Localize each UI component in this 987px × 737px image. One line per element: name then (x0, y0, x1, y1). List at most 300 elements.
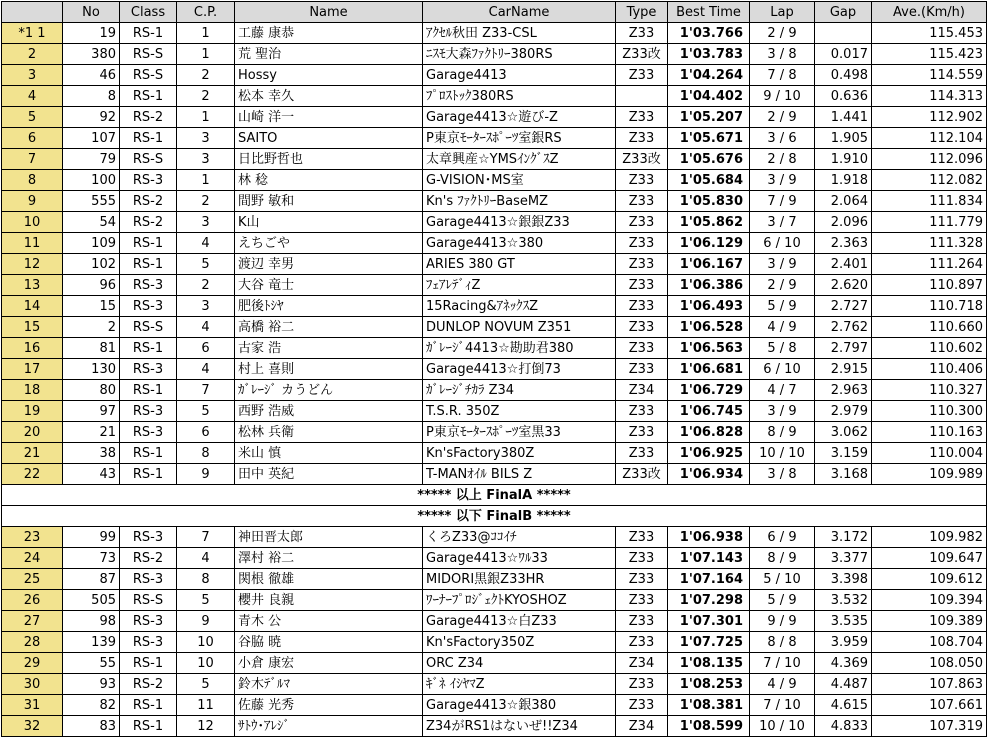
driver-name-cell: 田中 英紀 (235, 464, 423, 485)
position-cell: 14 (2, 296, 63, 317)
table-row (2, 86, 987, 107)
car-name-cell: Garage4413☆ﾜﾙ33 (423, 548, 616, 569)
car-name-cell: Kn's ﾌｧｸﾄﾘｰBaseMZ (423, 191, 616, 212)
position-cell: 27 (2, 611, 63, 632)
table-row (2, 443, 987, 464)
gap-cell: 2.363 (815, 233, 872, 254)
lap-cell: 8 / 9 (750, 422, 815, 443)
best-time-cell: 1'08.599 (668, 716, 750, 737)
table-row (2, 107, 987, 128)
class-cell: RS-3 (120, 611, 177, 632)
car-name-cell: くろZ33@ｺｺｲﾁ (423, 527, 616, 548)
car-number-cell: 93 (63, 674, 120, 695)
type-cell: Z33 (616, 170, 668, 191)
type-cell: Z33 (616, 590, 668, 611)
lap-cell: 3 / 9 (750, 254, 815, 275)
gap-cell: 1.918 (815, 170, 872, 191)
car-name-cell: Kn'sFactory350Z (423, 632, 616, 653)
car-number-cell: 19 (63, 23, 120, 44)
class-position-cell: 6 (177, 422, 235, 443)
car-name-cell: 太章興産☆YMSｲﾝｸﾞｽZ (423, 149, 616, 170)
average-speed-cell: 115.423 (872, 44, 987, 65)
class-position-cell: 2 (177, 86, 235, 107)
car-name-cell: ｷﾞﾈ ｲｼﾔﾏZ (423, 674, 616, 695)
driver-name-cell: 青木 公 (235, 611, 423, 632)
type-cell: Z33 (616, 317, 668, 338)
table-row (2, 275, 987, 296)
col-header-lap: Lap (750, 2, 815, 23)
gap-cell: 4.615 (815, 695, 872, 716)
car-name-cell: ｶﾞﾚｰｼﾞﾁｶﾗ Z34 (423, 380, 616, 401)
gap-cell: 1.910 (815, 149, 872, 170)
average-speed-cell: 115.453 (872, 23, 987, 44)
driver-name-cell: 神田晋太郎 (235, 527, 423, 548)
driver-name-cell: 渡辺 幸男 (235, 254, 423, 275)
class-cell: RS-2 (120, 107, 177, 128)
lap-cell: 4 / 9 (750, 317, 815, 338)
gap-cell: 2.096 (815, 212, 872, 233)
lap-cell: 3 / 8 (750, 44, 815, 65)
final-a-label: ***** 以上 FinalA ***** (2, 485, 987, 506)
col-header-carname: CarName (423, 2, 616, 23)
average-speed-cell: 110.163 (872, 422, 987, 443)
final-a-separator-row (2, 485, 987, 506)
best-time-cell: 1'06.129 (668, 233, 750, 254)
best-time-cell: 1'03.783 (668, 44, 750, 65)
average-speed-cell: 107.863 (872, 674, 987, 695)
lap-cell: 2 / 9 (750, 275, 815, 296)
table-row (2, 212, 987, 233)
lap-cell: 5 / 9 (750, 590, 815, 611)
position-cell: 3 (2, 65, 63, 86)
best-time-cell: 1'05.207 (668, 107, 750, 128)
lap-cell: 4 / 7 (750, 380, 815, 401)
average-speed-cell: 111.264 (872, 254, 987, 275)
car-number-cell: 130 (63, 359, 120, 380)
table-row (2, 149, 987, 170)
average-speed-cell: 112.082 (872, 170, 987, 191)
type-cell: Z33 (616, 674, 668, 695)
class-cell: RS-S (120, 590, 177, 611)
position-cell: 25 (2, 569, 63, 590)
table-row (2, 632, 987, 653)
class-position-cell: 11 (177, 695, 235, 716)
driver-name-cell: 山崎 洋一 (235, 107, 423, 128)
class-position-cell: 8 (177, 569, 235, 590)
col-header-class: Class (120, 2, 177, 23)
class-position-cell: 2 (177, 65, 235, 86)
driver-name-cell: SAITO (235, 128, 423, 149)
car-name-cell: Garage4413☆遊び-Z (423, 107, 616, 128)
type-cell: Z33 (616, 632, 668, 653)
car-name-cell: Garage4413☆打倒73 (423, 359, 616, 380)
car-name-cell: P東京ﾓｰﾀｰｽﾎﾟｰﾂ室銀RS (423, 128, 616, 149)
type-cell: Z33 (616, 65, 668, 86)
best-time-cell: 1'06.828 (668, 422, 750, 443)
lap-cell: 7 / 10 (750, 695, 815, 716)
best-time-cell: 1'05.671 (668, 128, 750, 149)
average-speed-cell: 110.718 (872, 296, 987, 317)
average-speed-cell: 107.661 (872, 695, 987, 716)
car-number-cell: 15 (63, 296, 120, 317)
car-number-cell: 2 (63, 317, 120, 338)
class-position-cell: 5 (177, 401, 235, 422)
average-speed-cell: 110.406 (872, 359, 987, 380)
table-row (2, 548, 987, 569)
average-speed-cell: 110.897 (872, 275, 987, 296)
driver-name-cell: 間野 敏和 (235, 191, 423, 212)
class-position-cell: 6 (177, 338, 235, 359)
gap-cell: 3.377 (815, 548, 872, 569)
best-time-cell: 1'04.402 (668, 86, 750, 107)
class-cell: RS-3 (120, 632, 177, 653)
gap-cell: 1.441 (815, 107, 872, 128)
type-cell: Z33 (616, 128, 668, 149)
car-name-cell: Z34がRS1はないぜ!!Z34 (423, 716, 616, 737)
car-number-cell: 100 (63, 170, 120, 191)
best-time-cell: 1'06.493 (668, 296, 750, 317)
average-speed-cell: 109.612 (872, 569, 987, 590)
class-cell: RS-3 (120, 170, 177, 191)
average-speed-cell: 114.313 (872, 86, 987, 107)
type-cell: Z33 (616, 548, 668, 569)
type-cell: Z33 (616, 569, 668, 590)
type-cell: Z33 (616, 107, 668, 128)
car-number-cell: 109 (63, 233, 120, 254)
lap-cell: 8 / 9 (750, 548, 815, 569)
class-position-cell: 4 (177, 548, 235, 569)
table-row (2, 338, 987, 359)
gap-cell: 3.159 (815, 443, 872, 464)
class-cell: RS-2 (120, 674, 177, 695)
average-speed-cell: 109.389 (872, 611, 987, 632)
lap-cell: 8 / 8 (750, 632, 815, 653)
car-number-cell: 83 (63, 716, 120, 737)
class-position-cell: 7 (177, 527, 235, 548)
position-cell: 13 (2, 275, 63, 296)
car-number-cell: 55 (63, 653, 120, 674)
lap-cell: 6 / 9 (750, 527, 815, 548)
average-speed-cell: 111.779 (872, 212, 987, 233)
class-cell: RS-1 (120, 233, 177, 254)
class-position-cell: 1 (177, 170, 235, 191)
col-header-type: Type (616, 2, 668, 23)
driver-name-cell: 関根 徹雄 (235, 569, 423, 590)
best-time-cell: 1'06.934 (668, 464, 750, 485)
lap-cell: 9 / 10 (750, 86, 815, 107)
class-cell: RS-2 (120, 212, 177, 233)
gap-cell: 3.168 (815, 464, 872, 485)
car-number-cell: 80 (63, 380, 120, 401)
table-row (2, 569, 987, 590)
average-speed-cell: 110.602 (872, 338, 987, 359)
average-speed-cell: 111.328 (872, 233, 987, 254)
car-number-cell: 97 (63, 401, 120, 422)
best-time-cell: 1'07.301 (668, 611, 750, 632)
class-cell: RS-1 (120, 464, 177, 485)
lap-cell: 2 / 9 (750, 23, 815, 44)
average-speed-cell: 108.050 (872, 653, 987, 674)
car-number-cell: 46 (63, 65, 120, 86)
position-cell: 26 (2, 590, 63, 611)
car-name-cell: Kn'sFactory380Z (423, 443, 616, 464)
class-cell: RS-3 (120, 569, 177, 590)
car-number-cell: 102 (63, 254, 120, 275)
class-cell: RS-1 (120, 338, 177, 359)
table-row (2, 695, 987, 716)
best-time-cell: 1'07.164 (668, 569, 750, 590)
driver-name-cell: 肥後ﾄｼﾔ (235, 296, 423, 317)
table-row (2, 170, 987, 191)
car-number-cell: 555 (63, 191, 120, 212)
average-speed-cell: 108.704 (872, 632, 987, 653)
class-cell: RS-1 (120, 380, 177, 401)
best-time-cell: 1'05.676 (668, 149, 750, 170)
average-speed-cell: 110.300 (872, 401, 987, 422)
type-cell: Z33 (616, 212, 668, 233)
driver-name-cell: 工藤 康恭 (235, 23, 423, 44)
driver-name-cell: 高橋 裕二 (235, 317, 423, 338)
class-position-cell: 5 (177, 674, 235, 695)
type-cell: Z33改 (616, 149, 668, 170)
driver-name-cell: 谷脇 暁 (235, 632, 423, 653)
class-position-cell: 9 (177, 611, 235, 632)
type-cell: Z33 (616, 191, 668, 212)
gap-cell: 4.833 (815, 716, 872, 737)
lap-cell: 5 / 8 (750, 338, 815, 359)
class-position-cell: 10 (177, 632, 235, 653)
col-header-best-time: Best Time (668, 2, 750, 23)
class-cell: RS-S (120, 317, 177, 338)
lap-cell: 7 / 8 (750, 65, 815, 86)
position-cell: 12 (2, 254, 63, 275)
type-cell: Z33 (616, 359, 668, 380)
average-speed-cell: 110.660 (872, 317, 987, 338)
class-cell: RS-1 (120, 23, 177, 44)
car-name-cell: P東京ﾓｰﾀｰｽﾎﾟｰﾂ室黒33 (423, 422, 616, 443)
gap-cell: 0.498 (815, 65, 872, 86)
type-cell: Z33 (616, 527, 668, 548)
class-position-cell: 7 (177, 380, 235, 401)
table-row (2, 422, 987, 443)
position-cell: 7 (2, 149, 63, 170)
table-row (2, 359, 987, 380)
car-number-cell: 99 (63, 527, 120, 548)
best-time-cell: 1'05.830 (668, 191, 750, 212)
type-cell: Z33 (616, 401, 668, 422)
table-row (2, 317, 987, 338)
final-b-label: ***** 以下 FinalB ***** (2, 506, 987, 527)
car-name-cell: 15Racing&ｱﾈｯｸｽZ (423, 296, 616, 317)
car-number-cell: 139 (63, 632, 120, 653)
position-cell: 28 (2, 632, 63, 653)
table-row (2, 44, 987, 65)
lap-cell: 6 / 10 (750, 359, 815, 380)
type-cell: Z33 (616, 233, 668, 254)
gap-cell: 3.532 (815, 590, 872, 611)
table-row (2, 191, 987, 212)
table-row (2, 611, 987, 632)
type-cell: Z33 (616, 296, 668, 317)
class-position-cell: 1 (177, 23, 235, 44)
type-cell: Z33改 (616, 44, 668, 65)
position-cell: *1 1 (2, 23, 63, 44)
gap-cell: 2.915 (815, 359, 872, 380)
position-cell: 23 (2, 527, 63, 548)
car-name-cell: T.S.R. 350Z (423, 401, 616, 422)
type-cell: Z33 (616, 254, 668, 275)
best-time-cell: 1'06.938 (668, 527, 750, 548)
class-position-cell: 4 (177, 317, 235, 338)
best-time-cell: 1'06.563 (668, 338, 750, 359)
position-cell: 2 (2, 44, 63, 65)
position-cell: 10 (2, 212, 63, 233)
table-row (2, 254, 987, 275)
type-cell: Z34 (616, 380, 668, 401)
average-speed-cell: 109.647 (872, 548, 987, 569)
best-time-cell: 1'05.862 (668, 212, 750, 233)
position-cell: 9 (2, 191, 63, 212)
position-cell: 17 (2, 359, 63, 380)
gap-cell (815, 23, 872, 44)
average-speed-cell: 112.902 (872, 107, 987, 128)
best-time-cell: 1'06.729 (668, 380, 750, 401)
car-number-cell: 505 (63, 590, 120, 611)
col-header-cp: C.P. (177, 2, 235, 23)
class-cell: RS-3 (120, 401, 177, 422)
lap-cell: 4 / 9 (750, 674, 815, 695)
class-position-cell: 1 (177, 107, 235, 128)
driver-name-cell: 村上 喜則 (235, 359, 423, 380)
class-cell: RS-1 (120, 128, 177, 149)
driver-name-cell: 日比野哲也 (235, 149, 423, 170)
class-position-cell: 9 (177, 464, 235, 485)
table-row (2, 590, 987, 611)
position-cell: 29 (2, 653, 63, 674)
driver-name-cell: えちごや (235, 233, 423, 254)
driver-name-cell: 西野 浩威 (235, 401, 423, 422)
gap-cell: 0.017 (815, 44, 872, 65)
type-cell: Z33 (616, 695, 668, 716)
car-name-cell: ﾜｰﾅｰﾌﾟﾛｼﾞｪｸﾄKYOSHOZ (423, 590, 616, 611)
average-speed-cell: 114.559 (872, 65, 987, 86)
car-name-cell: ﾆｽﾓ大森ﾌｧｸﾄﾘｰ380RS (423, 44, 616, 65)
gap-cell: 2.797 (815, 338, 872, 359)
gap-cell: 2.979 (815, 401, 872, 422)
class-position-cell: 2 (177, 275, 235, 296)
class-position-cell: 4 (177, 359, 235, 380)
lap-cell: 3 / 9 (750, 170, 815, 191)
lap-cell: 3 / 7 (750, 212, 815, 233)
lap-cell: 10 / 10 (750, 443, 815, 464)
class-cell: RS-3 (120, 527, 177, 548)
lap-cell: 9 / 9 (750, 611, 815, 632)
class-position-cell: 2 (177, 191, 235, 212)
average-speed-cell: 110.004 (872, 443, 987, 464)
class-cell: RS-3 (120, 422, 177, 443)
car-name-cell: ﾌﾟﾛｽﾄｯｸ380RS (423, 86, 616, 107)
header-row (2, 2, 987, 23)
type-cell: Z33 (616, 443, 668, 464)
table-row (2, 380, 987, 401)
driver-name-cell: 佐藤 光秀 (235, 695, 423, 716)
driver-name-cell: ｶﾞﾚｰｼﾞ カうどん (235, 380, 423, 401)
car-name-cell: ﾌｪｱﾚﾃﾞｨZ (423, 275, 616, 296)
driver-name-cell: 林 稔 (235, 170, 423, 191)
final-b-rows (2, 527, 987, 737)
class-cell: RS-S (120, 44, 177, 65)
car-number-cell: 21 (63, 422, 120, 443)
car-name-cell: Garage4413☆白Z33 (423, 611, 616, 632)
position-cell: 21 (2, 443, 63, 464)
best-time-cell: 1'08.253 (668, 674, 750, 695)
average-speed-cell: 112.104 (872, 128, 987, 149)
driver-name-cell: 松林 兵衛 (235, 422, 423, 443)
table-row (2, 233, 987, 254)
type-cell (616, 86, 668, 107)
position-cell: 32 (2, 716, 63, 737)
table-row (2, 674, 987, 695)
driver-name-cell: K山 (235, 212, 423, 233)
car-number-cell: 43 (63, 464, 120, 485)
driver-name-cell: 小倉 康宏 (235, 653, 423, 674)
table-row (2, 716, 987, 737)
driver-name-cell: 鈴木ﾃﾞﾙﾏ (235, 674, 423, 695)
class-cell: RS-3 (120, 359, 177, 380)
car-name-cell: Garage4413 (423, 65, 616, 86)
car-number-cell: 98 (63, 611, 120, 632)
gap-cell: 3.398 (815, 569, 872, 590)
class-cell: RS-1 (120, 716, 177, 737)
class-cell: RS-S (120, 149, 177, 170)
position-cell: 24 (2, 548, 63, 569)
gap-cell: 3.172 (815, 527, 872, 548)
gap-cell: 3.062 (815, 422, 872, 443)
class-cell: RS-1 (120, 86, 177, 107)
car-number-cell: 107 (63, 128, 120, 149)
col-header-gap: Gap (815, 2, 872, 23)
class-position-cell: 5 (177, 254, 235, 275)
table-row (2, 128, 987, 149)
driver-name-cell: ｻﾄｳ･ｱﾚｼﾞ (235, 716, 423, 737)
table-row (2, 527, 987, 548)
lap-cell: 2 / 9 (750, 107, 815, 128)
class-cell: RS-3 (120, 296, 177, 317)
position-cell: 22 (2, 464, 63, 485)
position-cell: 20 (2, 422, 63, 443)
car-name-cell: G-VISION･MS室 (423, 170, 616, 191)
lap-cell: 5 / 10 (750, 569, 815, 590)
position-cell: 31 (2, 695, 63, 716)
position-cell: 8 (2, 170, 63, 191)
table-row (2, 464, 987, 485)
car-number-cell: 96 (63, 275, 120, 296)
type-cell: Z34 (616, 653, 668, 674)
lap-cell: 3 / 6 (750, 128, 815, 149)
driver-name-cell: 古家 浩 (235, 338, 423, 359)
type-cell: Z33 (616, 23, 668, 44)
car-number-cell: 87 (63, 569, 120, 590)
car-name-cell: ARIES 380 GT (423, 254, 616, 275)
car-name-cell: MIDORI黒銀Z33HR (423, 569, 616, 590)
driver-name-cell: 米山 慎 (235, 443, 423, 464)
average-speed-cell: 110.327 (872, 380, 987, 401)
gap-cell: 1.905 (815, 128, 872, 149)
class-cell: RS-2 (120, 191, 177, 212)
car-name-cell: Garage4413☆380 (423, 233, 616, 254)
type-cell: Z33改 (616, 464, 668, 485)
position-cell: 15 (2, 317, 63, 338)
